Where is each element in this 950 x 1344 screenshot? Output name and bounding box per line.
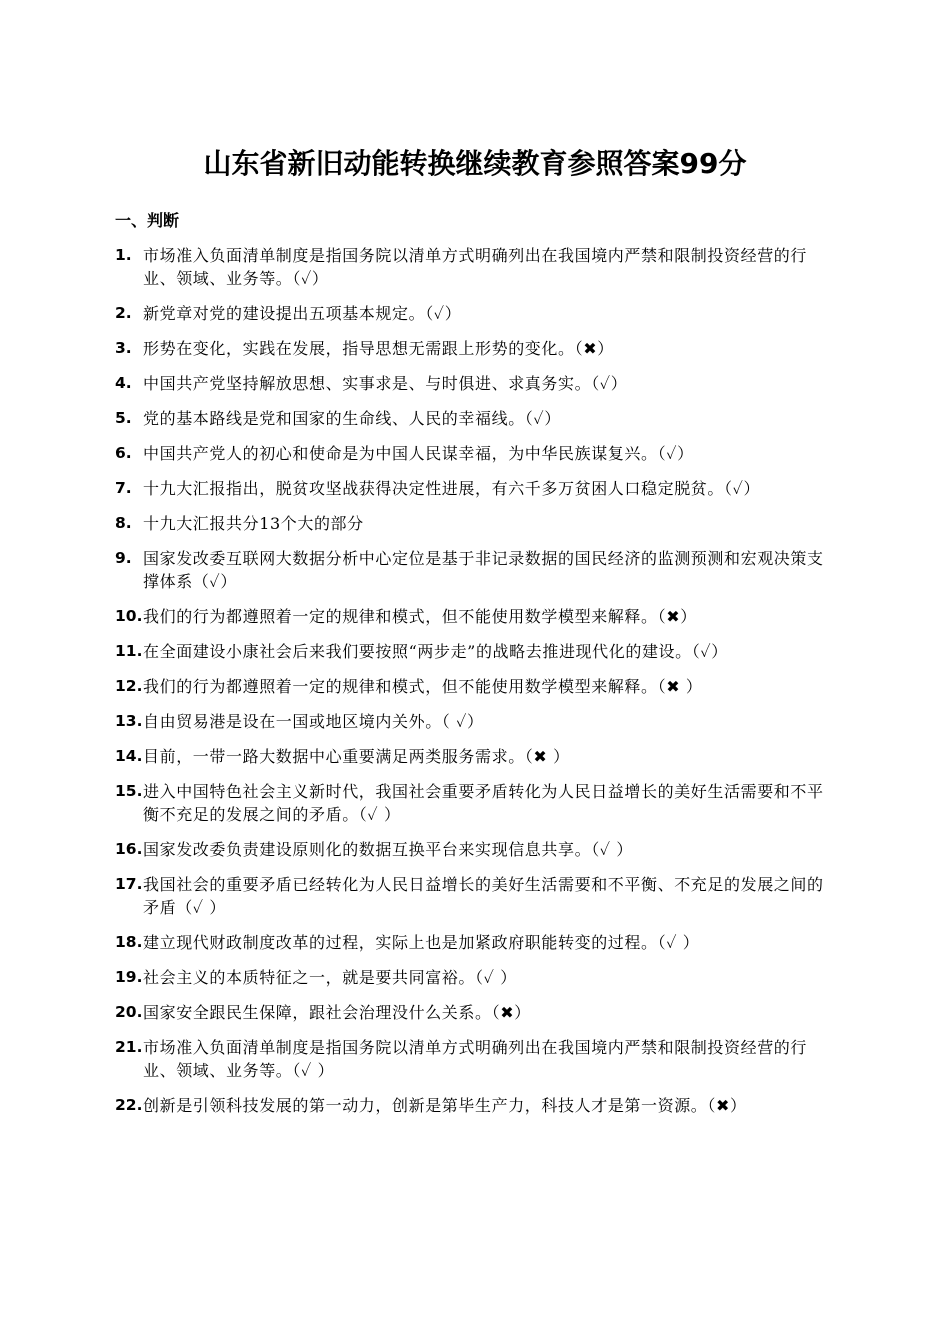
list-item bbox=[115, 780, 840, 826]
item-text: 党的基本路线是党和国家的生命线、人民的幸福线。（✓） bbox=[143, 409, 561, 428]
item-text: 十九大汇报共分13个大的部分 bbox=[143, 514, 364, 533]
list-item bbox=[115, 337, 840, 360]
list-item bbox=[115, 372, 840, 395]
list-item bbox=[115, 547, 840, 593]
item-number: 9. bbox=[115, 549, 132, 567]
list-item bbox=[115, 244, 840, 290]
list-item bbox=[115, 1036, 840, 1082]
item-number: 5. bbox=[115, 409, 132, 427]
item-number: 2. bbox=[115, 304, 132, 322]
item-text: 国家安全跟民生保障，跟社会治理没什么关系。（✖） bbox=[143, 1003, 531, 1022]
page-title: 山东省新旧动能转换继续教育参照答案99分 bbox=[203, 147, 747, 180]
list-item bbox=[115, 442, 840, 465]
item-number: 20. bbox=[115, 1003, 143, 1021]
section-heading: 一、判断 bbox=[115, 211, 180, 230]
list-item bbox=[115, 873, 840, 919]
item-text: 社会主义的本质特征之一，就是要共同富裕。（✓ ） bbox=[143, 968, 517, 987]
list-item bbox=[115, 605, 840, 628]
item-number: 17. bbox=[115, 875, 143, 893]
list-item bbox=[115, 407, 840, 430]
item-text: 在全面建设小康社会后来我们要按照“两步走”的战略去推进现代化的建设。（✓） bbox=[143, 642, 728, 661]
list-item bbox=[115, 838, 840, 861]
item-text: 我们的行为都遵照着一定的规律和模式，但不能使用数学模型来解释。（✖ ） bbox=[143, 677, 703, 696]
item-number: 6. bbox=[115, 444, 132, 462]
item-number: 16. bbox=[115, 840, 143, 858]
item-number: 7. bbox=[115, 479, 132, 497]
item-number: 3. bbox=[115, 339, 132, 357]
item-text: 新党章对党的建设提出五项基本规定。（✓） bbox=[143, 304, 462, 323]
item-text: 我国社会的重要矛盾已经转化为人民日益增长的美好生活需要和不平衡、不充足的发展之间的矛盾（✓ ） bbox=[143, 875, 824, 917]
item-text: 十九大汇报指出，脱贫攻坚战获得决定性进展，有六千多万贫困人口稳定脱贫。（✓） bbox=[143, 479, 761, 498]
item-number: 19. bbox=[115, 968, 143, 986]
list-item bbox=[115, 512, 840, 535]
item-number: 15. bbox=[115, 782, 143, 800]
item-number: 14. bbox=[115, 747, 143, 765]
list-item bbox=[115, 477, 840, 500]
item-text: 创新是引领科技发展的第一动力，创新是第毕生产力，科技人才是第一资源。（✖） bbox=[143, 1096, 747, 1115]
item-number: 22. bbox=[115, 1096, 143, 1114]
item-text: 中国共产党坚持解放思想、实事求是、与时俱进、求真务实。（✓） bbox=[143, 374, 628, 393]
question-list bbox=[115, 244, 840, 1129]
item-number: 18. bbox=[115, 933, 143, 951]
item-text: 建立现代财政制度改革的过程，实际上也是加紧政府职能转变的过程。（✓ ） bbox=[143, 933, 700, 952]
list-item bbox=[115, 966, 840, 989]
list-item bbox=[115, 1001, 840, 1024]
item-text: 市场准入负面清单制度是指国务院以清单方式明确列出在我国境内严禁和限制投资经营的行业、领域、业务等。（✓ ） bbox=[143, 1038, 808, 1080]
list-item bbox=[115, 640, 840, 663]
list-item bbox=[115, 710, 840, 733]
item-text: 形势在变化，实践在发展，指导思想无需跟上形势的变化。（✖） bbox=[143, 339, 614, 358]
item-number: 10. bbox=[115, 607, 143, 625]
list-item bbox=[115, 675, 840, 698]
list-item bbox=[115, 302, 840, 325]
item-number: 8. bbox=[115, 514, 132, 532]
item-number: 13. bbox=[115, 712, 143, 730]
list-item bbox=[115, 745, 840, 768]
item-text: 中国共产党人的初心和使命是为中国人民谋幸福，为中华民族谋复兴。（✓） bbox=[143, 444, 694, 463]
item-text: 市场准入负面清单制度是指国务院以清单方式明确列出在我国境内严禁和限制投资经营的行业、领域、业务等。（✓） bbox=[143, 246, 808, 288]
item-text: 我们的行为都遵照着一定的规律和模式，但不能使用数学模型来解释。（✖） bbox=[143, 607, 697, 626]
item-text: 自由贸易港是设在一国或地区境内关外。（ ✓） bbox=[143, 712, 484, 731]
item-number: 11. bbox=[115, 642, 143, 660]
item-text: 目前，一带一路大数据中心重要满足两类服务需求。（✖ ） bbox=[143, 747, 570, 766]
item-number: 12. bbox=[115, 677, 143, 695]
list-item bbox=[115, 1094, 840, 1117]
item-text: 国家发改委负责建设原则化的数据互换平台来实现信息共享。（✓ ） bbox=[143, 840, 634, 859]
item-number: 1. bbox=[115, 246, 132, 264]
item-number: 4. bbox=[115, 374, 132, 392]
list-item bbox=[115, 931, 840, 954]
item-text: 进入中国特色社会主义新时代，我国社会重要矛盾转化为人民日益增长的美好生活需要和不平衡不充足的发展之间的矛盾。（✓ ） bbox=[143, 782, 824, 824]
item-number: 21. bbox=[115, 1038, 143, 1056]
item-text: 国家发改委互联网大数据分析中心定位是基于非记录数据的国民经济的监测预测和宏观决策支撑体系（✓） bbox=[143, 549, 824, 591]
